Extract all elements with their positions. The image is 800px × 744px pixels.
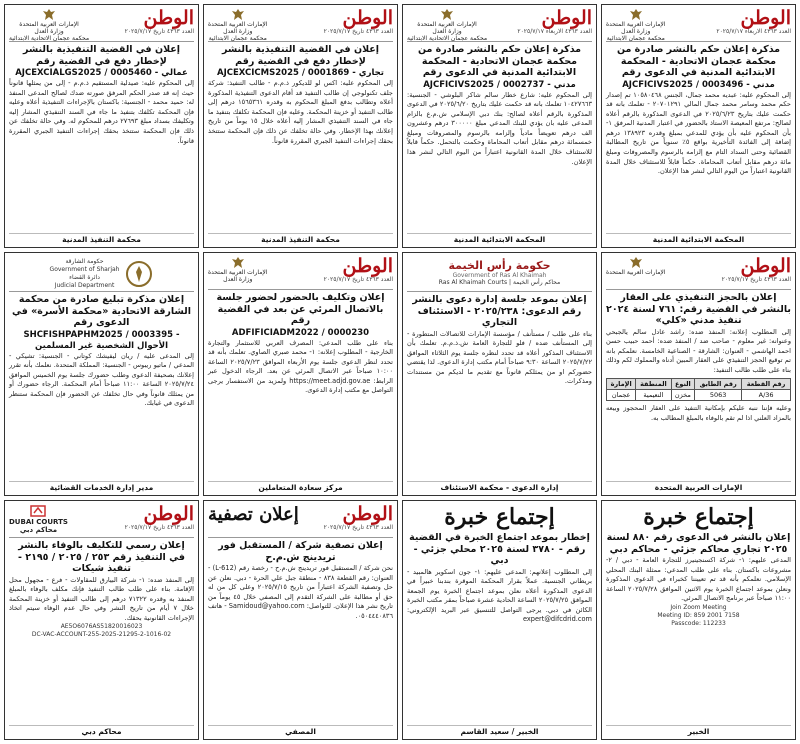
dubai-courts-icon xyxy=(29,504,47,518)
notice-header xyxy=(9,504,194,538)
dubai-courts-ar: محاكم دبي xyxy=(19,526,58,534)
row-3 xyxy=(4,500,796,740)
masthead xyxy=(716,8,791,36)
rak-gov-title: حكومة رأس الخيمة xyxy=(448,259,551,272)
case-number: AJCFICIVS2025 / 0003496 - مدني xyxy=(622,79,775,90)
gov-ministry: وزارة العدل xyxy=(223,28,253,35)
notice-property-seizure xyxy=(601,252,796,496)
notice-signature: مركز سعادة المتعاملين xyxy=(208,481,393,492)
notice-body: بناء على طلب / مستأنف / مؤسسة الإمارات للاتصالات المتطورة - إلى المستأنف ضده / فلو للتجارة العامة ش.ذ.م.م. تعلمك بأن الاستئناف المذكور أعلاه قد تحدد لنظره جلسة يوم الثلاثاء الموافق ٢٠٢٥/٧/٢٢ الساعة ٩:٣٠ صباحاً أمام مكتب إدارة الدعوى. لذا يقتضي حضوركم او من يمثلكم قانوناً مع تقديم ما لديكم من مستندات ومذكرات. xyxy=(407,329,592,386)
notice-body: إلى المنفذ ضده: ١- شركة البيارق للمقاولات - فرع - مجهول محل الإقامة. بناء على طلب طالب التنفيذ فإنك مكلف بالوفاء بالمبلغ المنفذ به وقدره ٧١٣٢٢ درهم إلى طالب التنفيذ أو خزينة المحكمة خلال ٧ أيام من تاريخ النشر وفي حال عدم الوفاء سيتم اتخاذ الإجراءات القانونية بحقك. xyxy=(9,575,194,622)
notice-header xyxy=(606,8,791,42)
gov-block xyxy=(208,256,268,283)
gov-block xyxy=(9,8,89,42)
gov-uae: الإمارات العربية المتحدة xyxy=(19,21,79,28)
table-row xyxy=(607,390,791,401)
gov-block xyxy=(208,8,268,42)
masthead-title: الوطن xyxy=(342,7,393,29)
notice-signature: الخبير xyxy=(606,725,791,736)
notice-signature: محاكم دبي xyxy=(9,725,194,736)
notice-title: إعلان في القضية التنفيذية بالنشر لإخطار دفع في القضية رقم xyxy=(22,44,181,67)
notice-execution-commercial xyxy=(203,4,398,248)
notice-body: إلى المحكوم عليه: اكس لو للديكور ذ.م.م - طالب التنفيذ: شركة جلف تكنولوجي إن طالب التنفيذ قد أقام الدعوى التنفيذية المذكورة أعلاه وتطالب بدفع المبلغ المحكوم به وقدره ١٥٦٥٣٦١ درهم إلى طالب التنفيذ أو خزينة المحكمة. وعليه فإن المحكمة تكلفك بتنفيذ ما جاء في السند التنفيذي المشار إليه أعلاه خلال ١٥ يوماً من تاريخ إعلانك بهذا الإخطار. وفي حالة تخلفك عن ذلك فإن المحكمة ستتخذ بحقك إجراءات التنفيذ الجبري المقررة قانوناً. xyxy=(208,79,394,145)
gov-ministry: وزارة العدل xyxy=(432,28,462,35)
notice-body-2: وعليه فإننا ننبه عليكم بإمكانية التنفيذ على العقار المحجوز وبيعه بالمزاد العلني اذا لم تقم بالوفاء بالمبلغ المطالب به. xyxy=(606,404,791,423)
notice-title: إعلان بالنشر في الدعوى رقم ٨٨٠ لسنة ٢٠٢٥ تجاري محاكم جزئي - محاكم دبي xyxy=(606,532,791,555)
gov-court: محكمة عجمان الاتحادية الابتدائية xyxy=(407,35,488,42)
big-heading: إجتماع خبرة xyxy=(444,504,555,530)
notice-signature: المصفي xyxy=(208,725,393,736)
masthead-title: الوطن xyxy=(342,255,393,277)
gov-uae: الإمارات العربية المتحدة xyxy=(417,21,477,28)
falcon-emblem-icon xyxy=(230,256,246,269)
notice-header xyxy=(606,256,791,290)
sharjah-emblem-icon xyxy=(125,260,153,288)
notice-title: إعلان مذكرة تبليغ صادرة من محكمة الشارقة الاتحادية «محكمة الأسرة» في الدعوى رقم xyxy=(12,294,191,328)
issue-line: العدد ٤٣٦٣ تاريخ ٢٠٢٥/٧/١٧ xyxy=(323,524,393,531)
notice-title: إعلان في القضية التنفيذية بالنشر لإخطار دفع في القضية رقم xyxy=(221,44,380,67)
falcon-emblem-icon xyxy=(628,8,644,21)
notice-header xyxy=(208,8,393,42)
big-heading: إعلان تصفية xyxy=(208,504,299,525)
gov-court: محكمة عجمان الابتدائية xyxy=(208,35,267,42)
masthead xyxy=(324,256,393,284)
notice-body: إلى المحكوم عليه: عبديه محمد جمال، الجنس ١٠٥٨٠٤٦٨ تم إصدار حكم محمد وسامر محمد جمال المالي ٢٠٧٠١٢٩١ - تعلمك بانه قد حكمت عليك بتاريخ ٢٠٢٥/٦/٢٣ في الدعوى المذكورة بالرقم أعلاه لصالح: مرتفع المعيصة الاستاذ بالحضور في اعتبار المدنية المرفق ١- بأن المحكوم عليه بأن يؤدي للمدعي بمبلغ وقدره ١٣٨٩٢٣ درهم إضافة إلى الفائدة التأخيرية بواقع ٥٪ سنوياً من تاريخ المطالبة القضائية وحتى السداد التام مع إلزامه بالرسوم والمصروفات ومبلغ مائة درهم مقابل أتعاب المحاماة. حكماً قابلاً للاستئناف خلال المدة القانونية اعتباراً من اليوم التالي لنشر هذا الإعلان. xyxy=(606,90,792,176)
notice-title: إعلان بالحجز التنفيذي على العقار بالنشر في القضية رقم: ٧٦١ لسنة ٢٠٢٤ تنفيذ مدني «كلي» xyxy=(606,292,791,326)
gov-uae: الإمارات العربية المتحدة xyxy=(606,21,666,28)
notice-title: إعلان وتكليف بالحضور لحضور جلسة بالاتصال المرئي عن بعد في القضية رقم xyxy=(216,292,385,326)
notice-body: بناء على طلب المدعي: المصرف العربي للاستثمار والتجارة الخارجية - المطلوب إعلانه: ١- محمد صبري الصاوي. تعلمك بأنه قد تحدد لنظر الدعوى جلسة يوم الأربعاء الموافق ٢٠٢٥/٧/٢٣ الساعة ١٠:٠٠ صباحاً عبر الاتصال المرئي عن بعد. الرجاء الدخول عبر الرابط: https://meet.adjd.gov.ae ولمزيد من الاستفسار يرجى التواصل مع مكتب إدارة الدعوى. xyxy=(208,338,394,395)
sharjah-dept-en: Judicial Department xyxy=(54,281,115,289)
reference-2: DC-VAC-ACCOUNT-255-2025-21295-2-1016-02 xyxy=(31,631,172,639)
notice-title: مذكرة إعلان حكم بالنشر صادرة من محكمة عجمان الاتحادية - المحكمة الابتدائية المدنية في الدعوى رقم xyxy=(616,44,781,78)
falcon-emblem-icon xyxy=(439,8,455,21)
masthead-title: الوطن xyxy=(143,503,194,525)
masthead-title: الوطن xyxy=(342,503,393,525)
gov-ministry: وزارة العدل xyxy=(34,28,64,35)
gov-ministry: وزارة العدل xyxy=(621,28,651,35)
row-2 xyxy=(4,252,796,496)
notice-body: إلى المحكوم عليه: صيدلية المستقيم ذ.م.م - إلى من يمثلها قانوناً حيث إنه قد صدر الحكم المرفق صورته ضدك لصالح المدعى المنفذ له: حميد محمد - الجنسية: باكستان بالإجراءات التنفيذية أعلاه وعليه فإن المحكمة تكلفك بتنفيذ ما جاء في السند التنفيذي المشار إليه وتكليفك بسداد مبلغ ٢٧٦٩٣ درهم للمحكوم له. وفي حالة تخلفك عن ذلك فإن المحكمة ستتخذ بحقك إجراءات التنفيذ الجبري المقررة قانوناً. xyxy=(9,79,194,145)
notice-title: إعلان تصفية شركة / المستقبل فور تريدينج ش.م.ح xyxy=(218,540,383,563)
notice-header xyxy=(208,256,393,290)
notice-video-hearing xyxy=(203,252,398,496)
table-header: المنطقة xyxy=(636,379,671,390)
notice-expert-meeting-2 xyxy=(402,500,597,740)
notice-expert-meeting-1 xyxy=(601,500,796,740)
notice-signature: إدارة الدعوى - محكمة الاستئناف xyxy=(407,481,592,492)
zoom-id: Meeting ID: 859 2001 7158 xyxy=(657,611,740,619)
table-header: الإمارة xyxy=(607,379,636,390)
gov-block xyxy=(606,256,666,276)
notice-title: مذكرة إعلان حكم بالنشر صادرة من محكمة عجمان الاتحادية - المحكمة الابتدائية المدنية في الدعوى رقم xyxy=(417,44,582,78)
notice-rak-hearing xyxy=(402,252,597,496)
notice-body: إلى المطلوب إعلانهم: المدعى عليهم: ١- جون اسكوير هالمبيد - بريطاني الجنسية. عملاً بقرار المحكمة الموقرة بندبنا خبيراً في الدعوى المذكورة أعلاه نعلن بموعد اجتماع الخبرة يوم الجمعة الموافق ٢٠٢٥/٧/٢٥ الساعة الحادية عشرة صباحاً بمقر مكتب الخبرة الكائن في دبي. يرجى التواصل للتنسيق عبر البريد الإلكتروني: expert@difcdrid.com xyxy=(407,567,593,624)
rak-gov-title-en: Government of Ras Al Khaimah xyxy=(452,272,547,279)
notice-signature: المحكمة الابتدائية المدنية xyxy=(606,233,791,244)
case-number: AJCEXCICMS2025 / 0001869 - تجاري xyxy=(217,68,384,78)
table-header: رقم الطابق xyxy=(695,379,742,390)
rak-logo-row xyxy=(407,256,592,292)
table-cell: عجمان xyxy=(607,390,636,401)
notice-signature: المحكمة الابتدائية المدنية xyxy=(407,233,592,244)
sharjah-dept: دائرة القضاء xyxy=(69,273,100,281)
masthead-title: الوطن xyxy=(541,7,592,29)
gov-uae: الإمارات العربية المتحدة xyxy=(208,269,268,276)
reference-1: AE5O6076AS51820016023 xyxy=(60,623,143,631)
gov-block xyxy=(606,8,666,42)
notice-liquidation xyxy=(203,500,398,740)
notice-execution-labour xyxy=(4,4,199,248)
notice-body: المدعى عليهم: ١- شركة اكسنجينيرز للتجارة العامة - دبي / ٢- مشروعات باكستان. بناء على طلب المدعي: ممثلة البنك المحلي الإسلامي. نعلمكم بأنه قد تم تعييننا كخبراء في الدعوى المذكورة ونعلن بموعد اجتماع الخبرة يوم الاثنين الموافق ٢٠٢٥/٧/٢٨ الساعة ١١:٠٠ صباحاً عبر برنامج الاتصال المرئي. xyxy=(606,556,791,603)
masthead xyxy=(517,8,592,36)
notice-header xyxy=(208,504,393,538)
notice-dubai-cheque-execution xyxy=(4,500,199,740)
table-header: رقم القطعة xyxy=(742,379,791,390)
issue-line: العدد ٤٣٦٣ الاربعاء ٢٠٢٥/٧/١٧ xyxy=(517,28,592,35)
masthead-title: الوطن xyxy=(143,7,194,29)
masthead xyxy=(722,256,791,284)
property-table xyxy=(606,378,791,401)
case-number: AJCEXCIALGS2025 / 0005460 - عمالي xyxy=(15,68,188,78)
notice-signature: محكمة التنفيذ المدنية xyxy=(208,233,393,244)
case-number: AJCFICIVS2025 / 0002737 - مدني xyxy=(423,79,576,90)
table-header: النوع xyxy=(671,379,695,390)
row-1 xyxy=(4,4,796,248)
rak-logo xyxy=(439,260,561,287)
zoom-label: Join Zoom Meeting xyxy=(670,603,727,611)
sharjah-titles xyxy=(50,258,120,290)
notice-signature: محكمة التنفيذ المدنية xyxy=(9,233,194,244)
table-cell: 5063 xyxy=(695,390,742,401)
gov-ministry: وزارة العدل xyxy=(223,276,253,283)
masthead xyxy=(125,504,194,532)
issue-line: العدد ٤٣٦٣ تاريخ ٢٠٢٥/٧/١٧ xyxy=(323,28,393,35)
masthead-title: الوطن xyxy=(740,7,791,29)
gov-block xyxy=(407,8,487,42)
notice-body: إلى المدعى عليه / ريان ليفيشك كوتاني - الجنسية: تشيكي - المدعي / ماتيو ريبوس - الجنسية: المملكة المتحدة. نعلمك بأنه تقرر إعلانك بصحيفة الدعوى وطلب حضورك جلسة يوم الخميس الموافق ٢٠٢٥/٧/٢٤ الساعة ١١:٠٠ صباحاً أمام المحكمة. الرجاء حضورك أو من يمثلك قانوناً وفي حال تخلفك عن الحضور فإن المحكمة ستنظر الدعوى في غيابك. xyxy=(9,351,194,408)
sharjah-logo-row xyxy=(9,256,194,292)
gov-court: محكمة عجمان الابتدائية xyxy=(606,35,665,42)
issue-line: العدد ٤٣٦٣ الاربعاء ٢٠٢٥/٧/١٧ xyxy=(716,28,791,35)
table-cell: مخزن xyxy=(671,390,695,401)
notice-title: إخطار بموعد اجتماع الخبرة في القضية رقم - ٣٧٨٠ لسنة ٢٠٢٥ محلي جزئي - دبي xyxy=(409,532,590,566)
notice-sharjah-family xyxy=(4,252,199,496)
falcon-emblem-icon xyxy=(230,8,246,21)
notice-civil-judgment-2 xyxy=(402,4,597,248)
big-heading: إجتماع خبرة xyxy=(643,504,754,530)
notice-signature: الخبير / سعيد القاسم xyxy=(407,725,592,736)
masthead xyxy=(324,504,393,532)
sharjah-gov: حكومة الشارقة xyxy=(65,257,104,265)
dubai-courts-en: DUBAI COURTS xyxy=(9,518,68,526)
gov-court: محكمة عجمان الاتحادية الابتدائية xyxy=(9,35,90,42)
table-cell: A/36 xyxy=(742,390,791,401)
falcon-emblem-icon xyxy=(41,8,57,21)
issue-line: العدد ٤٣٦٣ تاريخ ٢٠٢٥/٧/١٧ xyxy=(323,276,393,283)
notice-civil-judgment-1 xyxy=(601,4,796,248)
sharjah-gov-en: Government of Sharjah xyxy=(49,265,120,273)
issue-line: العدد ٤٣٦٣ تاريخ ٢٠٢٥/٧/١٧ xyxy=(721,276,791,283)
notice-title: إعلان رسمي للتكليف بالوفاء بالنشر في التنفيذ رقم ٢٥٣ / ٢٠٢٥ / ٢١٩٥ - تنفيذ شيكات xyxy=(18,540,185,574)
case-number: SHCFISHPAPHM2025 / 0003395 - الأحوال الشخصية غير المسلمين xyxy=(23,329,180,351)
issue-line: العدد ٤٣٦٣ تاريخ ٢٠٢٥/٧/١٧ xyxy=(124,28,194,35)
dubai-courts-logo xyxy=(9,504,68,534)
gov-uae: الإمارات العربية المتحدة xyxy=(208,21,268,28)
notice-body: إلى المحكوم عليه: شارع خطار سالم شاكر البلوشي - الجنسية: ١٠٤٢٧٦٦٣ تعلمك بانه قد حكمت عليك بتاريخ ٢٠٢٥/٦/٢٠ في الدعوى المذكورة بالرقم أعلاه لصالح: بنك دبي الإسلامي ش.م.ع بالزام المدعى عليه بان يؤدي للبنك المدعي مبلغ ٣٠٠٠٠٠ درهم وعشرون الف درهم تعويضاً مادياً وإلزامه بالرسوم والمصروفات ومبلغ خمسمائة درهم مقابل أتعاب المحاماة وحكمت بالتحمل. حكماً قابلاً للاستئناف خلال المدة القانونية اعتباراً من اليوم التالي لنشر هذا الإعلان. xyxy=(407,90,592,166)
masthead xyxy=(125,8,194,36)
rak-courts: محاكم رأس الخيمة | Ras Al Khaimah Courts xyxy=(438,279,561,286)
masthead-title: الوطن xyxy=(740,255,791,277)
table-cell: النعيمية xyxy=(636,390,671,401)
notice-body: نحن شركة / المستقبل فور تريدينج ش.م.ح - رخصة رقم (L-612) - العنوان: رقم القطعة ٨٣٨ - منطقة جبل علي الحرة - دبي. نعلن عن حل وتصفية الشركة اعتباراً من تاريخ ٢٠٢٥/٧/١٥ وعلى كل من له حق أو مطالبة على الشركة التقدم إلى المصفي خلال ٤٥ يوماً من تاريخ نشر هذا الإعلان. للتواصل: Samidoud@yahoo.com - هاتف ٠٥٠٤٤٤٠٨٣٦. xyxy=(208,564,393,620)
case-number: ADFIFICIADM2022 / 0000230 xyxy=(231,327,370,338)
gov-uae: الإمارات العربية المتحدة xyxy=(606,269,666,276)
notice-header xyxy=(9,8,194,42)
falcon-emblem-icon xyxy=(628,256,644,269)
notice-title: إعلان بموعد جلسة إدارة دعوى بالنشر رقم الدعوى: ٢٠٢٥/٢٣٨ - الاستئناف التجاري xyxy=(412,294,587,328)
notice-header xyxy=(407,8,592,42)
zoom-passcode: Passcode: 112233 xyxy=(671,619,726,627)
masthead xyxy=(324,8,393,36)
notice-signature: مدير إدارة الخدمات القضائية xyxy=(9,481,194,492)
notice-signature: الإمارات العربية المتحدة xyxy=(606,481,791,492)
issue-line: العدد ٤٣٦٣ تاريخ ٢٠٢٥/٧/١٧ xyxy=(124,524,194,531)
notice-body: إلى المطلوب إعلانه: المنفذ ضده: راشد عادل سالم يالجبحي وعنوانه: غير معلوم - صاحب ضد / المنفذ ضده: أحمد حبيب حسن احمد الهاشمي - العنوان: الشارقة - الصناعية الخامسة. نعلمكم بانه تم توقيع الحجز التنفيذي على العقار المبين أدناه والمملوك لكم وذلك بناء على طلب طالب التنفيذ: xyxy=(606,327,791,374)
table-header-row xyxy=(607,379,791,390)
